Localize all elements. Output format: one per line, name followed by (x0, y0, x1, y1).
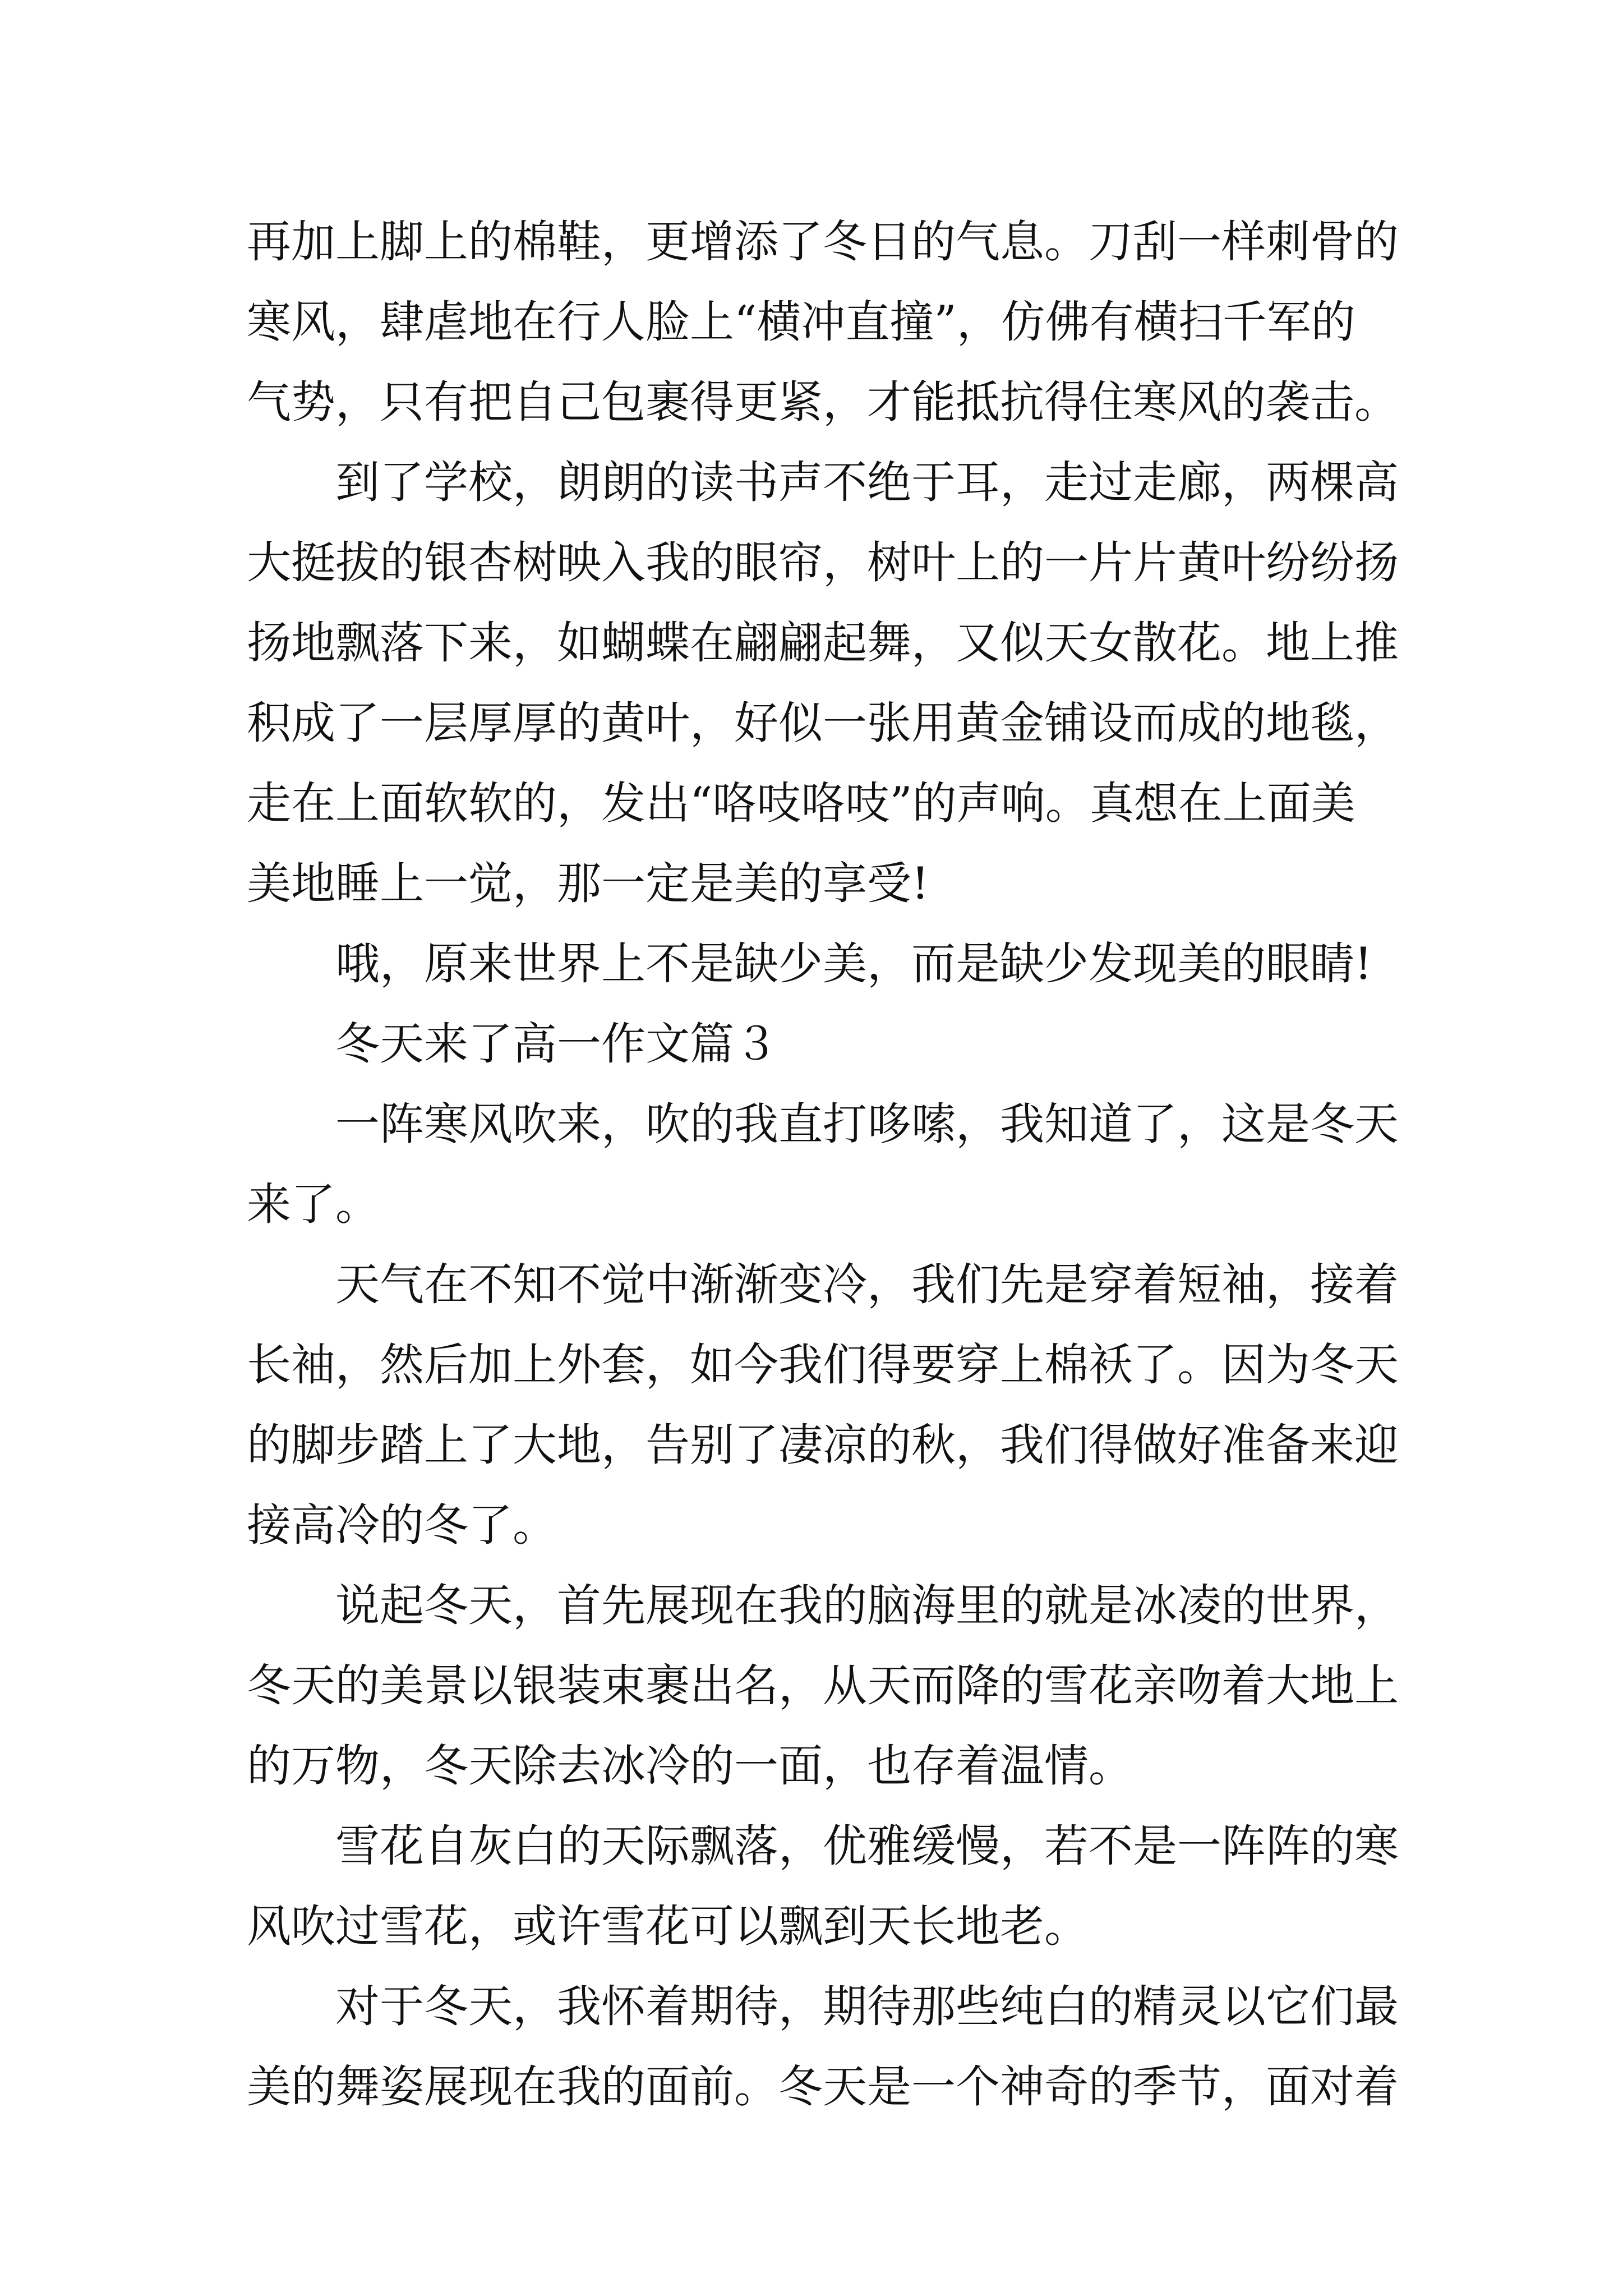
text-line-5: 大挺拔的银杏树映入我的眼帘，树叶上的一片片黄叶纷纷扬 (247, 537, 1399, 588)
text-line-22: 风吹过雪花，或许雪花可以飘到天长地老。 (247, 1901, 1089, 1952)
text-line-13: 来了。 (247, 1179, 380, 1230)
text-line-6: 扬地飘落下来，如蝴蝶在翩翩起舞，又似天女散花。地上推 (247, 617, 1399, 669)
text-line-9: 美地睡上一觉，那一定是美的享受! (247, 858, 929, 909)
text-line-23: 对于冬天，我怀着期待，期待那些纯白的精灵以它们最 (335, 1981, 1399, 2032)
text-line-18: 说起冬天，首先展现在我的脑海里的就是冰凌的世界， (335, 1580, 1399, 1631)
text-line-17: 接高冷的冬了。 (247, 1499, 557, 1551)
text-line-4: 到了学校，朗朗的读书声不绝于耳，走过走廊，两棵高 (335, 457, 1399, 508)
text-line-14: 天气在不知不觉中渐渐变冷，我们先是穿着短袖，接着 (335, 1259, 1399, 1310)
text-line-7: 积成了一层厚厚的黄叶，好似一张用黄金铺设而成的地毯， (247, 697, 1399, 749)
text-line-8: 走在上面软软的，发出“咯吱咯吱”的声响。真想在上面美 (247, 777, 1355, 829)
text-line-19: 冬天的美景以银装束裹出名，从天而降的雪花亲吻着大地上 (247, 1660, 1399, 1711)
text-line-20: 的万物，冬天除去冰冷的一面，也存着温情。 (247, 1740, 1133, 1792)
text-line-1: 再加上脚上的棉鞋，更增添了冬日的气息。刀刮一样刺骨的 (247, 216, 1399, 268)
text-line-12: 一阵寒风吹来，吹的我直打哆嗦，我知道了，这是冬天 (335, 1098, 1399, 1150)
section-heading: 冬天来了高一作文篇３ (335, 1018, 778, 1070)
text-line-15: 长袖，然后加上外套，如今我们得要穿上棉袄了。因为冬天 (247, 1339, 1399, 1391)
text-line-2: 寒风，肆虐地在行人脸上“横冲直撞”，仿佛有横扫千军的 (247, 296, 1355, 348)
document-body (247, 202, 1402, 2127)
text-line-16: 的脚步踏上了大地，告别了凄凉的秋，我们得做好准备来迎 (247, 1419, 1399, 1471)
text-line-24: 美的舞姿展现在我的面前。冬天是一个神奇的季节，面对着 (247, 2061, 1399, 2113)
text-line-3: 气势，只有把自己包裹得更紧，才能抵抗得住寒风的袭击。 (247, 376, 1399, 428)
text-line-10: 哦，原来世界上不是缺少美，而是缺少发现美的眼睛! (335, 938, 1372, 990)
text-line-21: 雪花自灰白的天际飘落，优雅缓慢，若不是一阵阵的寒 (335, 1820, 1399, 1872)
